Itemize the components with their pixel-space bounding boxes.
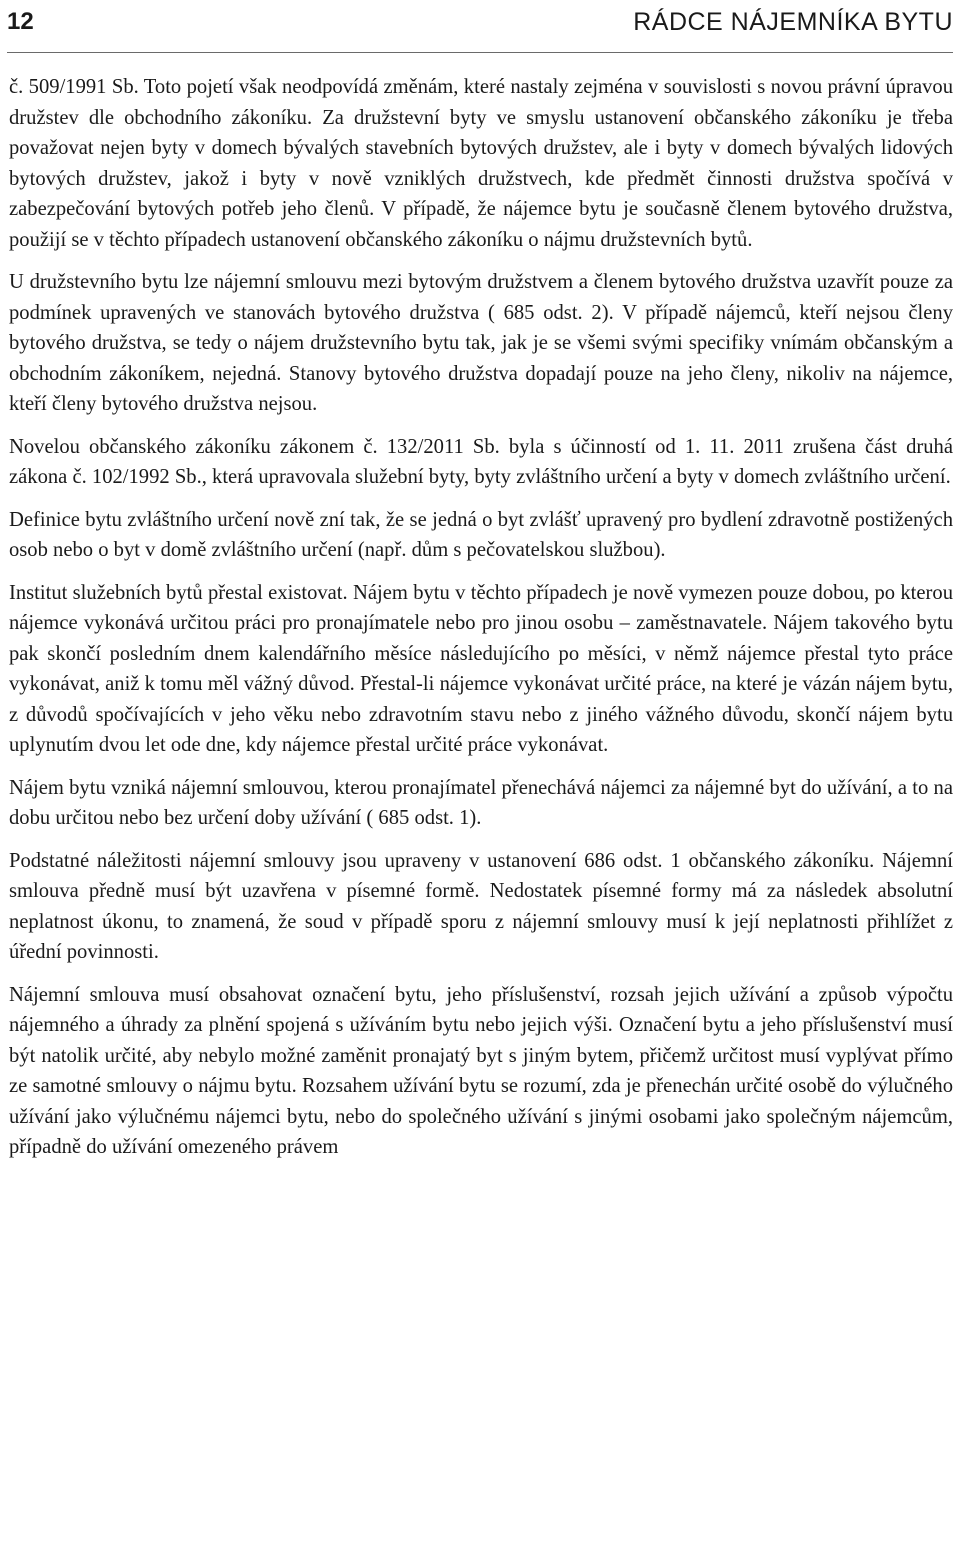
paragraph-6: Nájem bytu vzniká nájemní smlouvou, kterou pronajímatel přenechává nájemci za nájemné byt do užívání, a to na dobu určitou nebo bez určení doby užívání ( 685 odst. 1). [9, 776, 953, 829]
page-number: 12 [7, 8, 34, 35]
paragraph-5: Institut služebních bytů přestal existovat. Nájem bytu v těchto případech je nově vymezen pouze dobou, po kterou nájemce vykonává určitou práci pro pronajímatele nebo pro jinou osobu – zaměstnavatele. Nájem takového bytu pak skončí posledním dnem kalendářního měsíce následujícího po měsíci, v němž nájemce přestal tyto práce vykonávat, aniž k tomu měl vážný důvod. Přestal-li nájemce vykonávat určité práce, na které je vázán nájem bytu, z důvodů spočívajících v jeho věku nebo zdravotním stavu nebo z jiného vážného důvodu, skončí nájem bytu uplynutím dvou let ode dne, kdy nájemce přestal určité práce vykonávat. [9, 581, 953, 756]
paragraph-1: č. 509/1991 Sb. Toto pojetí však neodpovídá změnám, které nastaly zejména v souvislosti s novou právní úpravou družstev dle obchodního zákoníku. Za družstevní byty ve smyslu ustanovení občanského zákoníku je třeba považovat nejen byty v domech bývalých stavebních bytových družstev, ale i byty v domech bývalých lidových bytových družstev, jakož i byty v nově vzniklých družstvech, kde předmět činnosti družstva spočívá v zabezpečování bytových potřeb jeho členů. V případě, že nájemce bytu je současně členem bytového družstva, použijí se v těchto případech ustanovení občanského zákoníku o nájmu družstevních bytů. [9, 76, 953, 251]
paragraph-8: Nájemní smlouva musí obsahovat označení bytu, jeho příslušenství, rozsah jejich užívání a způsob výpočtu nájemného a úhrady za plnění spojená s užíváním bytu nebo jejich výši. Označení bytu a jeho příslušenství musí být natolik určité, aby nebylo možné zaměnit pronajatý byt s jiným bytem, přičemž určitost musí vyplývat přímo ze samotné smlouvy o nájmu bytu. Rozsahem užívání bytu se rozumí, zda je přenechán určité osobě do výlučného užívání jako výlučnému nájemci bytu, nebo do společného užívání s jinými osobami jako společným nájemcům, případně do užívání omezeného právem [9, 983, 953, 1158]
paragraph-2: U družstevního bytu lze nájemní smlouvu mezi bytovým družstvem a členem bytového družstva uzavřít pouze za podmínek upravených ve stanovách bytového družstva ( 685 odst. 2). V případě nájemců, kteří nejsou členy bytového družstva, se tedy o nájem družstevního bytu tak, jak je se všemi svými specifiky vnímám občanským a obchodním zákoníkem, nejedná. Stanovy bytového družstva dopadají pouze na jeho členy, nikoliv na nájemce, kteří členy bytového družstva nejsou. [9, 271, 953, 415]
paragraph-4: Definice bytu zvláštního určení nově zní tak, že se jedná o byt zvlášť upravený pro bydlení zdravotně postižených osob nebo o byt v domě zvláštního určení (např. dům s pečovatelskou službou). [9, 508, 953, 561]
paragraph-7: Podstatné náležitosti nájemní smlouvy jsou upraveny v ustanovení 686 odst. 1 občanského zákoníku. Nájemní smlouva předně musí být uzavřena v písemné formě. Nedostatek písemné formy má za následek absolutní neplatnost úkonu, to znamená, že soud v případě sporu z nájemní smlouvy musí k její neplatnosti přihlížet z úřední povinnosti. [9, 849, 953, 963]
header-divider [7, 52, 953, 53]
running-title: RÁDCE NÁJEMNÍKA BYTU [633, 7, 953, 36]
paragraph-3: Novelou občanského zákoníku zákonem č. 132/2011 Sb. byla s účinností od 1. 11. 2011 zrušena část druhá zákona č. 102/1992 Sb., která upravovala služební byty, byty zvláštního určení a byty v domech zvláštního určení. [9, 435, 953, 488]
document-body [9, 72, 953, 1175]
page-header [7, 2, 953, 42]
